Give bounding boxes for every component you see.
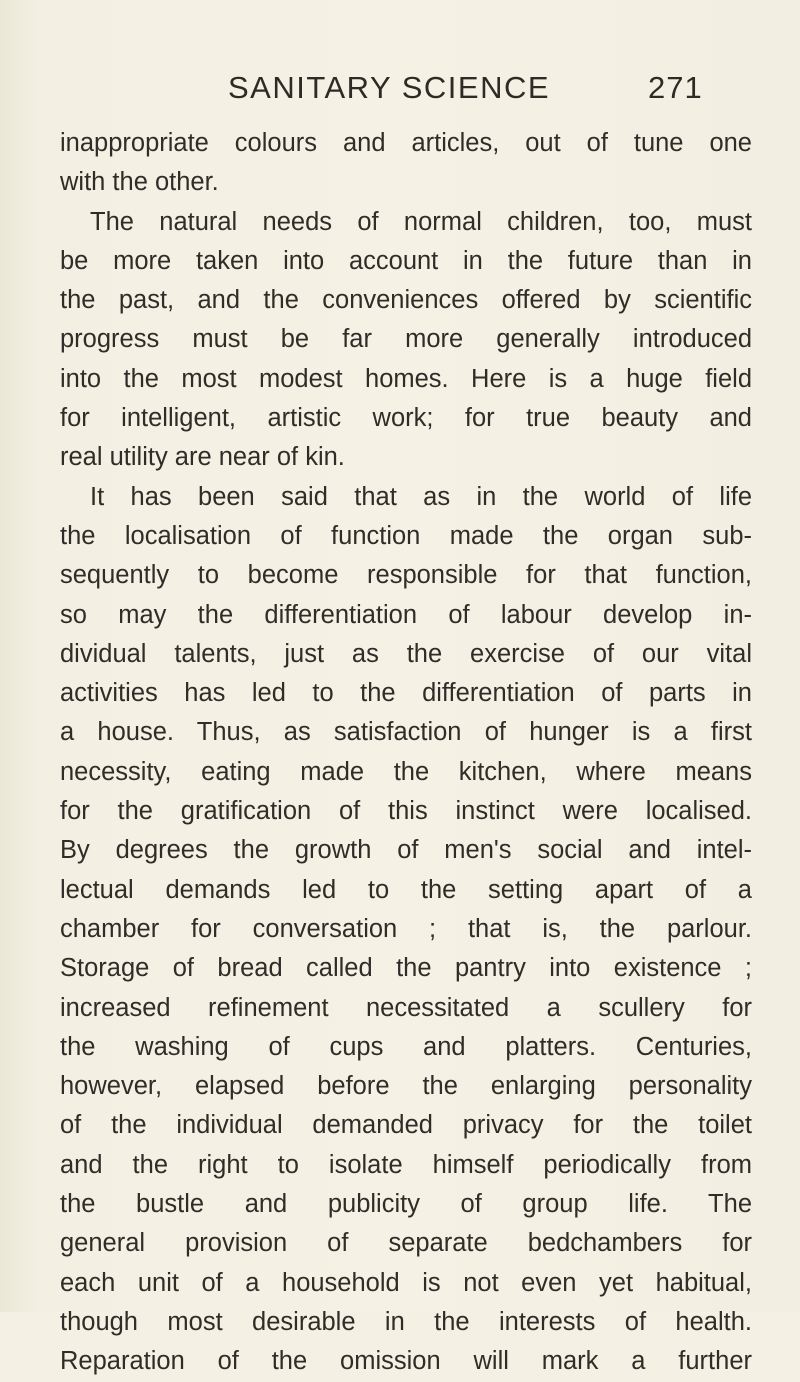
text-line: of the individual demanded privacy for the toilet xyxy=(60,1111,752,1140)
text-line: so may the differentiation of labour develop in- xyxy=(60,600,752,629)
text-line: dividual talents, just as the exercise of our vital xyxy=(60,639,752,668)
text-line: the localisation of function made the organ sub- xyxy=(60,521,752,550)
text-line: real utility are near of kin. xyxy=(60,443,345,472)
page-number: 271 xyxy=(648,70,703,105)
text-line: Storage of bread called the pantry into existence ; xyxy=(60,954,752,983)
text-line: the bustle and publicity of group life. The xyxy=(60,1190,752,1219)
text-line: into the most modest homes. Here is a huge field xyxy=(60,364,752,393)
text-line: lectual demands led to the setting apart of a xyxy=(60,875,752,904)
text-line: inappropriate colours and articles, out of tune one xyxy=(60,129,752,157)
text-line: with the other. xyxy=(60,168,219,197)
body-text xyxy=(60,124,752,1382)
text-line: It has been said that as in the world of life xyxy=(90,482,752,511)
text-line: be more taken into account in the future than in xyxy=(60,246,752,275)
text-line: By degrees the growth of men's social and intel- xyxy=(60,836,752,865)
text-line: activities has led to the differentiation of parts in xyxy=(60,679,752,708)
text-line: and the right to isolate himself periodically from xyxy=(60,1150,752,1179)
text-line: chamber for conversation ; that is, the parlour. xyxy=(60,914,752,943)
text-line: a house. Thus, as satisfaction of hunger is a first xyxy=(60,718,752,747)
text-line: for intelligent, artistic work; for true beauty and xyxy=(60,404,752,433)
text-line: necessity, eating made the kitchen, where means xyxy=(60,757,752,786)
page-header xyxy=(0,70,800,110)
text-line: the washing of cups and platters. Centuries, xyxy=(60,1032,752,1061)
text-line: each unit of a household is not even yet habitual, xyxy=(60,1268,752,1297)
text-line: the past, and the conveniences offered by scientific xyxy=(60,286,752,315)
text-line: general provision of separate bedchambers for xyxy=(60,1229,752,1258)
text-line: however, elapsed before the enlarging personality xyxy=(60,1072,752,1101)
text-line: The natural needs of normal children, too, must xyxy=(90,207,752,236)
text-line: Reparation of the omission will mark a further xyxy=(60,1347,752,1376)
text-line: for the gratification of this instinct were localised. xyxy=(60,797,752,826)
text-line: sequently to become responsible for that function, xyxy=(60,561,752,590)
text-line: progress must be far more generally introduced xyxy=(60,325,752,354)
text-line: though most desirable in the interests of health. xyxy=(60,1307,752,1336)
text-line: increased refinement necessitated a scullery for xyxy=(60,993,752,1022)
running-title: SANITARY SCIENCE xyxy=(228,70,551,105)
